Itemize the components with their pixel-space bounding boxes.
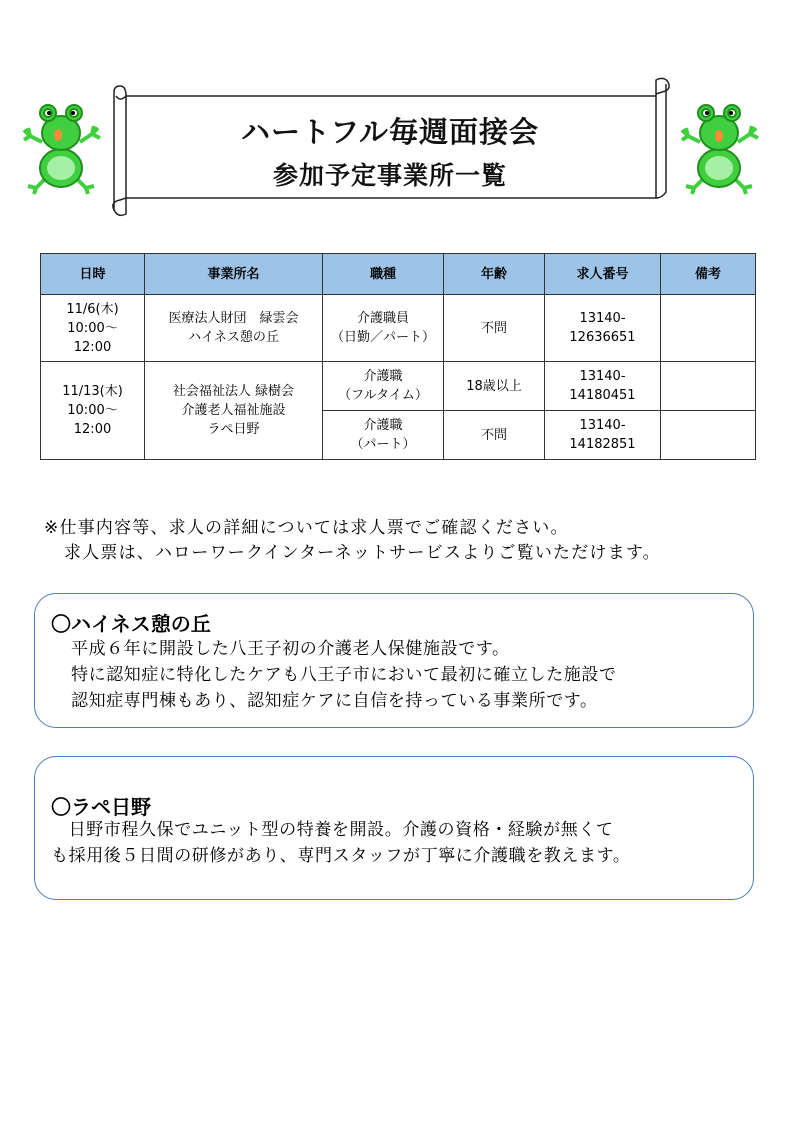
info-box-heading: 〇ハイネス憩の丘 [51,612,211,636]
cell-datetime: 11/6(木) 10:00～ 12:00 [41,295,145,362]
note-line-1: ※仕事内容等、求人の詳細については求人票でご確認ください。 [44,518,569,538]
info-box-highness-ikoi [34,593,754,728]
cell-office: 医療法人財団 緑雲会 ハイネス憩の丘 [145,295,323,362]
info-box-line: 特に認知症に特化したケアも八王子市において最初に確立した施設で [71,665,617,685]
info-box-heading: 〇ラペ日野 [51,795,151,819]
note-line-2: 求人票は、ハローワークインターネットサービスよりご覧いただけます。 [64,543,661,563]
table-header-row [41,254,756,295]
column-header-job: 職種 [323,254,444,295]
cell-office: 社会福祉法人 緑樹会 介護老人福祉施設 ラペ日野 [145,362,323,460]
cell-job: 介護職 （フルタイム） [323,362,444,411]
cell-job-number: 13140- 14180451 [545,362,661,411]
table-row [41,295,756,362]
cell-age: 18歳以上 [444,362,545,411]
column-header-age: 年齢 [444,254,545,295]
cell-age: 不問 [444,411,545,460]
cell-datetime: 11/13(木) 10:00～ 12:00 [41,362,145,460]
frog-right-illustration [680,100,760,195]
cell-remarks [661,295,756,362]
info-box-body [71,636,617,714]
column-header-remarks: 備考 [661,254,756,295]
page-subtitle: 参加予定事業所一覧 [272,161,507,190]
cell-remarks [661,411,756,460]
schedule-table [40,253,756,460]
page-title: ハートフル毎週面接会 [241,115,539,149]
info-box-body [51,817,630,869]
cell-age: 不問 [444,295,545,362]
cell-job: 介護職員 （日勤／パート） [323,295,444,362]
column-header-office: 事業所名 [145,254,323,295]
column-header-datetime: 日時 [41,254,145,295]
cell-job-number: 13140- 14182851 [545,411,661,460]
table-row [41,362,756,411]
frog-left-illustration [22,100,102,195]
info-box-line: 日野市程久保でユニット型の特養を開設。介護の資格・経験が無くて [51,820,614,840]
info-box-line: も採用後５日間の研修があり、専門スタッフが丁寧に介護職を教えます。 [51,846,631,866]
info-box-line: 平成６年に開設した八王子初の介護老人保健施設です。 [71,639,510,659]
cell-remarks [661,362,756,411]
info-box-lape-hino [34,756,754,900]
cell-job: 介護職 （パート） [323,411,444,460]
info-box-line: 認知症専門棟もあり、認知症ケアに自信を持っている事業所です。 [71,691,598,711]
column-header-job-number: 求人番号 [545,254,661,295]
cell-job-number: 13140- 12636651 [545,295,661,362]
